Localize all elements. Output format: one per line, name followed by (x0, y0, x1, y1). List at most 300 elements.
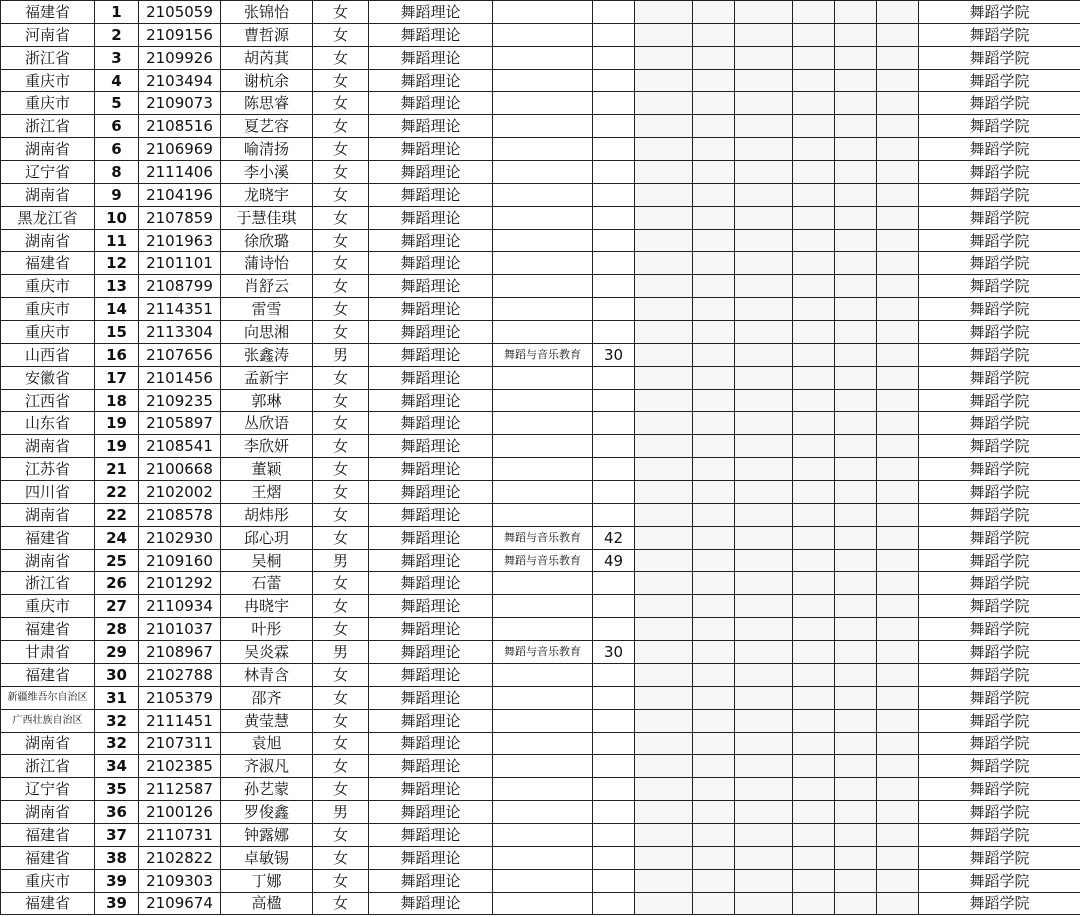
cell-score: 49 (593, 549, 635, 572)
cell-blank (635, 343, 693, 366)
cell-rank: 4 (95, 69, 139, 92)
cell-blank (635, 366, 693, 389)
table-row (1, 481, 1080, 504)
cell-id: 2105059 (139, 1, 221, 24)
cell-blank (693, 823, 735, 846)
cell-blank (693, 732, 735, 755)
cell-gender: 女 (313, 458, 369, 481)
cell-name: 丛欣语 (221, 412, 313, 435)
cell-name: 冉晓宇 (221, 595, 313, 618)
table-row (1, 892, 1080, 915)
cell-name: 孟新宇 (221, 366, 313, 389)
cell-college: 舞蹈学院 (919, 869, 1080, 892)
cell-gender: 女 (313, 709, 369, 732)
cell-major: 舞蹈理论 (369, 321, 493, 344)
table-row (1, 755, 1080, 778)
cell-blank (793, 801, 835, 824)
cell-major: 舞蹈理论 (369, 412, 493, 435)
cell-blank (635, 823, 693, 846)
cell-blank (877, 869, 919, 892)
cell-blank (877, 663, 919, 686)
cell-blank (877, 138, 919, 161)
cell-province: 福建省 (1, 526, 95, 549)
cell-college: 舞蹈学院 (919, 115, 1080, 138)
cell-score (593, 366, 635, 389)
cell-id: 2102930 (139, 526, 221, 549)
cell-blank (793, 161, 835, 184)
cell-blank (635, 298, 693, 321)
cell-name: 陈思睿 (221, 92, 313, 115)
cell-major: 舞蹈理论 (369, 23, 493, 46)
table-row (1, 161, 1080, 184)
cell-blank (635, 229, 693, 252)
table-row (1, 275, 1080, 298)
cell-blank (635, 321, 693, 344)
cell-province: 辽宁省 (1, 778, 95, 801)
cell-blank (693, 869, 735, 892)
cell-college: 舞蹈学院 (919, 755, 1080, 778)
cell-score (593, 23, 635, 46)
cell-gender: 女 (313, 92, 369, 115)
cell-blank (835, 298, 877, 321)
cell-blank (693, 343, 735, 366)
table-row (1, 435, 1080, 458)
cell-id: 2110934 (139, 595, 221, 618)
cell-blank (793, 572, 835, 595)
cell-major2 (493, 69, 593, 92)
table-row (1, 823, 1080, 846)
cell-rank: 32 (95, 709, 139, 732)
cell-rank: 17 (95, 366, 139, 389)
cell-blank (635, 115, 693, 138)
cell-province: 福建省 (1, 252, 95, 275)
cell-blank (635, 206, 693, 229)
cell-blank (693, 298, 735, 321)
cell-college: 舞蹈学院 (919, 321, 1080, 344)
cell-blank (877, 846, 919, 869)
cell-major2 (493, 229, 593, 252)
cell-name: 高楹 (221, 892, 313, 915)
cell-name: 雷雪 (221, 298, 313, 321)
cell-major: 舞蹈理论 (369, 572, 493, 595)
table-row (1, 69, 1080, 92)
cell-college: 舞蹈学院 (919, 23, 1080, 46)
cell-college: 舞蹈学院 (919, 595, 1080, 618)
cell-blank (735, 801, 793, 824)
cell-id: 2111406 (139, 161, 221, 184)
cell-gender: 女 (313, 595, 369, 618)
cell-blank (693, 778, 735, 801)
cell-blank (693, 46, 735, 69)
cell-gender: 女 (313, 366, 369, 389)
cell-blank (877, 641, 919, 664)
cell-blank (793, 686, 835, 709)
cell-name: 龙晓宇 (221, 183, 313, 206)
cell-blank (835, 709, 877, 732)
table-row (1, 298, 1080, 321)
cell-score (593, 138, 635, 161)
cell-blank (835, 161, 877, 184)
cell-major: 舞蹈理论 (369, 663, 493, 686)
cell-blank (793, 595, 835, 618)
cell-blank (877, 161, 919, 184)
cell-blank (635, 686, 693, 709)
cell-major2 (493, 503, 593, 526)
cell-province: 福建省 (1, 823, 95, 846)
cell-blank (793, 183, 835, 206)
cell-college: 舞蹈学院 (919, 641, 1080, 664)
table-row (1, 206, 1080, 229)
cell-major2 (493, 755, 593, 778)
cell-rank: 5 (95, 92, 139, 115)
table-row (1, 572, 1080, 595)
cell-blank (793, 23, 835, 46)
cell-blank (793, 641, 835, 664)
cell-blank (735, 389, 793, 412)
cell-id: 2101101 (139, 252, 221, 275)
cell-rank: 19 (95, 412, 139, 435)
cell-id: 2108799 (139, 275, 221, 298)
cell-blank (877, 92, 919, 115)
cell-rank: 2 (95, 23, 139, 46)
table-row (1, 663, 1080, 686)
cell-province: 福建省 (1, 892, 95, 915)
cell-blank (735, 183, 793, 206)
cell-rank: 24 (95, 526, 139, 549)
cell-college: 舞蹈学院 (919, 846, 1080, 869)
cell-score: 30 (593, 641, 635, 664)
cell-blank (693, 755, 735, 778)
cell-gender: 女 (313, 252, 369, 275)
cell-blank (735, 69, 793, 92)
cell-rank: 16 (95, 343, 139, 366)
cell-blank (877, 458, 919, 481)
cell-gender: 女 (313, 892, 369, 915)
cell-blank (635, 92, 693, 115)
cell-gender: 女 (313, 138, 369, 161)
cell-province: 重庆市 (1, 595, 95, 618)
cell-blank (635, 641, 693, 664)
cell-province: 四川省 (1, 481, 95, 504)
cell-major2 (493, 321, 593, 344)
cell-blank (835, 46, 877, 69)
cell-blank (835, 343, 877, 366)
cell-college: 舞蹈学院 (919, 206, 1080, 229)
cell-gender: 男 (313, 801, 369, 824)
cell-college: 舞蹈学院 (919, 778, 1080, 801)
cell-score (593, 778, 635, 801)
cell-blank (735, 458, 793, 481)
cell-blank (793, 869, 835, 892)
cell-major2 (493, 618, 593, 641)
cell-rank: 26 (95, 572, 139, 595)
table-row (1, 138, 1080, 161)
cell-rank: 31 (95, 686, 139, 709)
cell-gender: 男 (313, 641, 369, 664)
cell-blank (735, 1, 793, 24)
cell-gender: 女 (313, 69, 369, 92)
cell-blank (793, 92, 835, 115)
table-row (1, 778, 1080, 801)
cell-province: 浙江省 (1, 572, 95, 595)
cell-college: 舞蹈学院 (919, 252, 1080, 275)
cell-gender: 女 (313, 869, 369, 892)
cell-blank (835, 801, 877, 824)
cell-name: 李小溪 (221, 161, 313, 184)
cell-blank (693, 503, 735, 526)
cell-blank (693, 663, 735, 686)
cell-gender: 女 (313, 663, 369, 686)
cell-major: 舞蹈理论 (369, 641, 493, 664)
table-row (1, 801, 1080, 824)
table-row (1, 183, 1080, 206)
cell-major2 (493, 732, 593, 755)
cell-blank (793, 366, 835, 389)
cell-blank (877, 823, 919, 846)
cell-blank (877, 321, 919, 344)
cell-id: 2111451 (139, 709, 221, 732)
cell-name: 罗俊鑫 (221, 801, 313, 824)
cell-major: 舞蹈理论 (369, 435, 493, 458)
cell-score (593, 503, 635, 526)
cell-blank (877, 572, 919, 595)
cell-blank (793, 298, 835, 321)
cell-blank (693, 138, 735, 161)
cell-gender: 女 (313, 823, 369, 846)
cell-blank (735, 138, 793, 161)
cell-id: 2109674 (139, 892, 221, 915)
cell-blank (835, 823, 877, 846)
cell-score (593, 823, 635, 846)
cell-blank (693, 435, 735, 458)
cell-blank (835, 229, 877, 252)
cell-major2 (493, 458, 593, 481)
cell-college: 舞蹈学院 (919, 481, 1080, 504)
cell-id: 2102788 (139, 663, 221, 686)
cell-major: 舞蹈理论 (369, 709, 493, 732)
cell-major: 舞蹈理论 (369, 183, 493, 206)
cell-major2 (493, 572, 593, 595)
cell-major: 舞蹈理论 (369, 1, 493, 24)
cell-blank (835, 92, 877, 115)
cell-major: 舞蹈理论 (369, 618, 493, 641)
cell-rank: 9 (95, 183, 139, 206)
cell-blank (793, 275, 835, 298)
cell-province: 安徽省 (1, 366, 95, 389)
cell-id: 2107656 (139, 343, 221, 366)
table-row (1, 503, 1080, 526)
cell-major2 (493, 183, 593, 206)
cell-blank (635, 138, 693, 161)
cell-province: 福建省 (1, 663, 95, 686)
cell-id: 2106969 (139, 138, 221, 161)
cell-name: 董颖 (221, 458, 313, 481)
cell-rank: 15 (95, 321, 139, 344)
cell-score (593, 572, 635, 595)
cell-blank (735, 755, 793, 778)
cell-score (593, 481, 635, 504)
cell-college: 舞蹈学院 (919, 458, 1080, 481)
cell-blank (877, 252, 919, 275)
cell-blank (635, 801, 693, 824)
cell-blank (835, 663, 877, 686)
cell-name: 石蕾 (221, 572, 313, 595)
cell-blank (835, 892, 877, 915)
cell-blank (635, 183, 693, 206)
cell-id: 2108967 (139, 641, 221, 664)
cell-rank: 1 (95, 1, 139, 24)
cell-province: 山东省 (1, 412, 95, 435)
cell-rank: 32 (95, 732, 139, 755)
cell-score (593, 709, 635, 732)
cell-blank (877, 618, 919, 641)
cell-id: 2101292 (139, 572, 221, 595)
cell-blank (693, 892, 735, 915)
cell-name: 邵齐 (221, 686, 313, 709)
cell-rank: 35 (95, 778, 139, 801)
cell-blank (793, 663, 835, 686)
cell-blank (635, 503, 693, 526)
cell-blank (635, 481, 693, 504)
cell-province: 重庆市 (1, 298, 95, 321)
cell-gender: 女 (313, 183, 369, 206)
cell-major: 舞蹈理论 (369, 206, 493, 229)
cell-blank (635, 69, 693, 92)
cell-name: 林青含 (221, 663, 313, 686)
cell-major: 舞蹈理论 (369, 732, 493, 755)
cell-province: 江西省 (1, 389, 95, 412)
cell-blank (877, 801, 919, 824)
cell-province: 甘肃省 (1, 641, 95, 664)
cell-blank (693, 618, 735, 641)
cell-blank (835, 846, 877, 869)
cell-name: 胡芮萁 (221, 46, 313, 69)
cell-gender: 女 (313, 686, 369, 709)
cell-blank (877, 686, 919, 709)
cell-gender: 女 (313, 526, 369, 549)
cell-blank (793, 778, 835, 801)
cell-blank (735, 869, 793, 892)
table-row (1, 343, 1080, 366)
cell-score (593, 1, 635, 24)
cell-score (593, 595, 635, 618)
cell-blank (835, 183, 877, 206)
cell-major2 (493, 686, 593, 709)
cell-blank (793, 458, 835, 481)
cell-blank (793, 618, 835, 641)
table-row (1, 686, 1080, 709)
cell-blank (693, 846, 735, 869)
cell-college: 舞蹈学院 (919, 298, 1080, 321)
table-row (1, 1, 1080, 24)
cell-gender: 男 (313, 549, 369, 572)
cell-gender: 女 (313, 275, 369, 298)
cell-college: 舞蹈学院 (919, 229, 1080, 252)
cell-gender: 女 (313, 229, 369, 252)
cell-blank (735, 435, 793, 458)
cell-score (593, 412, 635, 435)
cell-rank: 30 (95, 663, 139, 686)
cell-major: 舞蹈理论 (369, 138, 493, 161)
cell-blank (793, 321, 835, 344)
table-row (1, 709, 1080, 732)
cell-blank (693, 412, 735, 435)
cell-blank (835, 389, 877, 412)
cell-major2 (493, 1, 593, 24)
cell-province: 福建省 (1, 618, 95, 641)
cell-id: 2114351 (139, 298, 221, 321)
cell-blank (693, 458, 735, 481)
cell-rank: 34 (95, 755, 139, 778)
cell-blank (877, 892, 919, 915)
cell-name: 齐淑凡 (221, 755, 313, 778)
cell-major: 舞蹈理论 (369, 161, 493, 184)
cell-major2 (493, 869, 593, 892)
cell-blank (735, 161, 793, 184)
cell-score: 30 (593, 343, 635, 366)
cell-blank (635, 526, 693, 549)
cell-blank (877, 366, 919, 389)
cell-college: 舞蹈学院 (919, 618, 1080, 641)
cell-blank (735, 343, 793, 366)
cell-score (593, 183, 635, 206)
cell-name: 喻清扬 (221, 138, 313, 161)
cell-blank (635, 549, 693, 572)
cell-score: 42 (593, 526, 635, 549)
cell-province: 黑龙江省 (1, 206, 95, 229)
cell-gender: 女 (313, 412, 369, 435)
cell-blank (793, 823, 835, 846)
cell-blank (635, 23, 693, 46)
cell-name: 郭琳 (221, 389, 313, 412)
cell-gender: 男 (313, 343, 369, 366)
cell-blank (635, 46, 693, 69)
cell-id: 2108541 (139, 435, 221, 458)
cell-major2 (493, 138, 593, 161)
cell-college: 舞蹈学院 (919, 138, 1080, 161)
cell-province: 湖南省 (1, 183, 95, 206)
cell-id: 2105379 (139, 686, 221, 709)
cell-blank (793, 138, 835, 161)
cell-blank (635, 252, 693, 275)
cell-major2 (493, 412, 593, 435)
cell-province: 浙江省 (1, 46, 95, 69)
cell-province: 重庆市 (1, 69, 95, 92)
cell-blank (793, 846, 835, 869)
table-row (1, 641, 1080, 664)
cell-name: 吴炎霖 (221, 641, 313, 664)
cell-college: 舞蹈学院 (919, 183, 1080, 206)
cell-blank (877, 69, 919, 92)
cell-gender: 女 (313, 572, 369, 595)
cell-major2 (493, 823, 593, 846)
cell-major: 舞蹈理论 (369, 526, 493, 549)
cell-major2 (493, 435, 593, 458)
cell-gender: 女 (313, 846, 369, 869)
cell-college: 舞蹈学院 (919, 389, 1080, 412)
cell-major2 (493, 46, 593, 69)
cell-blank (793, 412, 835, 435)
cell-blank (835, 641, 877, 664)
cell-blank (635, 663, 693, 686)
cell-province: 辽宁省 (1, 161, 95, 184)
cell-rank: 25 (95, 549, 139, 572)
table-row (1, 23, 1080, 46)
cell-major: 舞蹈理论 (369, 481, 493, 504)
cell-blank (835, 595, 877, 618)
cell-college: 舞蹈学院 (919, 709, 1080, 732)
cell-id: 2109156 (139, 23, 221, 46)
